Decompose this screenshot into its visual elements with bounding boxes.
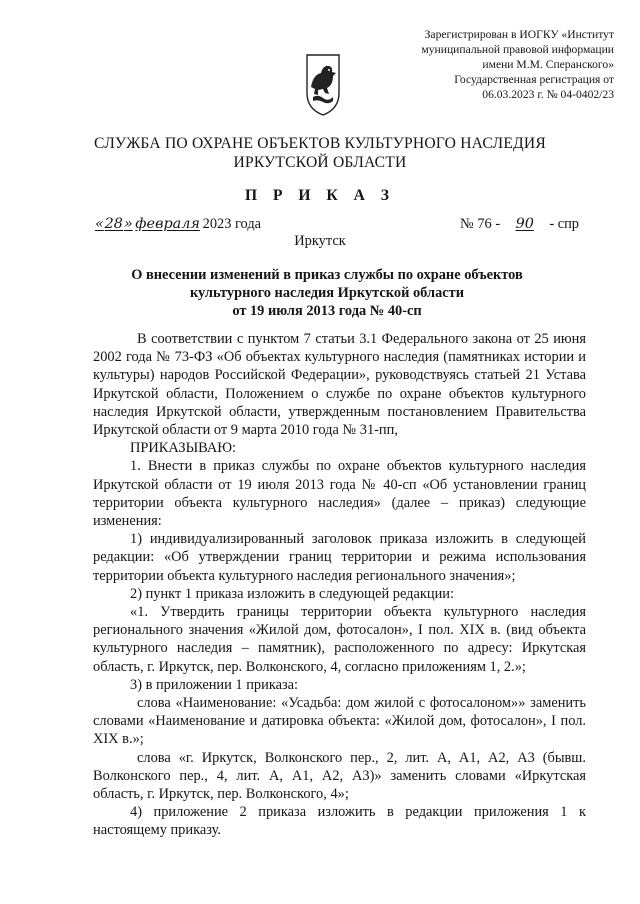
body-paragraph: 1. Внести в приказ службы по охране объектов культурного наследия Иркутской области от 19 июля 2013 года № 40-сп «Об установлении границ территории объекта культурного наследия» (далее – приказ) следующие изменения: xyxy=(93,458,586,530)
document-title: П Р И К А З xyxy=(244,187,396,204)
organization-name-line: ИРКУТСКОЙ ОБЛАСТИ xyxy=(233,154,407,171)
body-paragraph: слова «Наименование: «Усадьба: дом жилой с фотосалоном»» заменить словами «Наименование и датировка объекта: «Жилой дом, фотосалон», I пол. XIX в.»; xyxy=(93,695,586,748)
body-paragraph: 2) пункт 1 приказа изложить в следующей редакции: xyxy=(130,585,454,602)
date-month-handwritten: февраля xyxy=(135,216,200,232)
registration-line: 06.03.2023 г. № 04-0402/23 xyxy=(482,88,614,101)
order-city: Иркутск xyxy=(294,233,346,249)
order-date xyxy=(95,216,261,233)
registration-stamp xyxy=(374,27,614,102)
order-subject-line: культурного наследия Иркутской области xyxy=(189,285,465,301)
body-paragraph: 3) в приложении 1 приказа: xyxy=(130,676,299,693)
registration-line: Государственная регистрация от xyxy=(454,73,614,86)
body-paragraph: 4) приложение 2 приказа изложить в редакции приложения 1 к настоящему приказу. xyxy=(93,804,586,839)
order-subject xyxy=(110,266,544,320)
body-paragraph: 1) индивидуализированный заголовок приказа изложить в следующей редакции: «Об утверждении границ территории и режима использования территории объекта культурного наследия регионального значения»; xyxy=(93,531,586,584)
organization-name xyxy=(0,134,640,172)
order-number-prefix: № 76 - xyxy=(460,216,501,232)
order-subject-line: от 19 июля 2013 года № 40-сп xyxy=(232,303,422,319)
registration-line: муниципальной правовой информации xyxy=(421,43,614,56)
registration-line: Зарегистрирован в ИОГКУ «Институт xyxy=(424,28,614,41)
date-open-quote: « xyxy=(95,216,104,232)
order-number xyxy=(460,216,579,233)
order-body xyxy=(93,330,586,840)
decree-word: ПРИКАЗЫВАЮ: xyxy=(130,440,237,457)
body-paragraph: «1. Утвердить границы территории объекта культурного наследия регионального значения «Жилой дом, фотосалон», I пол. XIX в. (вид объекта культурного наследия – памятник), расположенного по адресу: Иркутская область, г. Иркутск, пер. Волконского, 4, согласно приложениям 1, 2.»; xyxy=(93,604,586,675)
order-number-handwritten: 90 xyxy=(515,216,534,232)
irkutsk-coat-of-arms-icon xyxy=(305,53,341,117)
registration-line: имени М.М. Сперанского» xyxy=(482,58,614,71)
body-paragraph: слова «г. Иркутск, Волконского пер., 2, лит. А, А1, А2, А3 (бывш. Волконского пер., 4, лит. А, А1, А2, А3)» заменить словами «Иркутская область, г. Иркутск, пер. Волконского, 4»; xyxy=(93,749,586,803)
date-day-handwritten: 28 xyxy=(104,216,123,232)
date-year: 2023 года xyxy=(202,216,262,232)
organization-name-line: СЛУЖБА ПО ОХРАНЕ ОБЪЕКТОВ КУЛЬТУРНОГО НАСЛЕДИЯ xyxy=(94,135,546,152)
preamble-paragraph: В соответствии с пунктом 7 статьи 3.1 Федерального закона от 25 июня 2002 года № 73-ФЗ «Об объектах культурного наследия (памятниках истории и культуры) народов Российской Федерации», руководствуясь статьей 21 Устава Иркутской области, Положением о службе по охране объектов культурного наследия Иркутской области, утвержденным постановлением Правительства Иркутской области от 9 марта 2010 года № 31-пп, xyxy=(93,331,586,439)
order-number-suffix: - спр xyxy=(549,216,580,232)
order-subject-line: О внесении изменений в приказ службы по охране объектов xyxy=(131,267,523,283)
date-close-quote: » xyxy=(123,216,133,232)
